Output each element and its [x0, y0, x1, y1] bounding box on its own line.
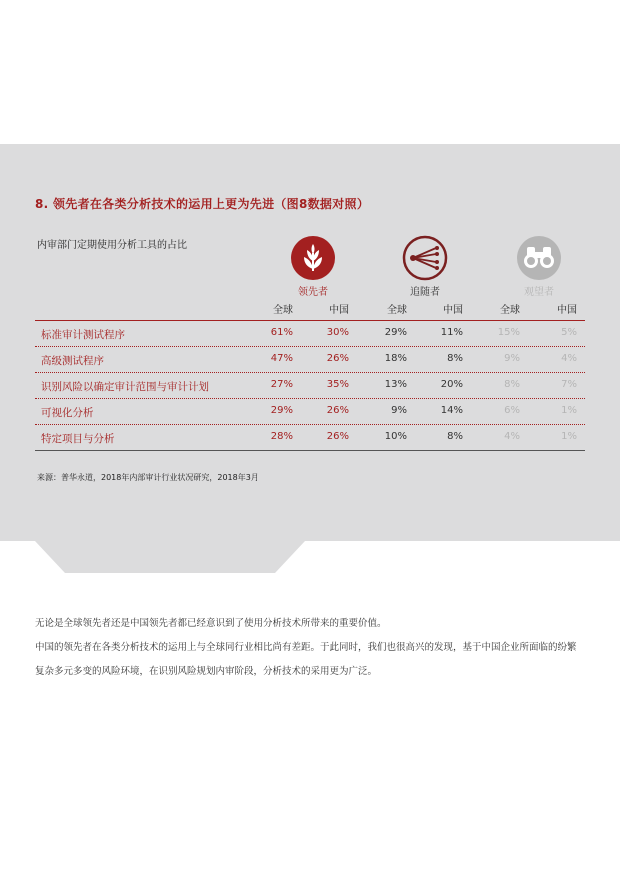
- group-label-leaders: 领先者: [298, 287, 328, 298]
- panel-notch-shape: [0, 541, 620, 573]
- row-label: 识别风险以确定审计范围与审计计划: [41, 381, 209, 393]
- col-head-observers-china: 中国: [557, 305, 577, 316]
- value-cell: 35%: [326, 379, 349, 390]
- col-head-leaders-global: 全球: [273, 305, 293, 316]
- wheat-icon: [290, 235, 336, 281]
- value-cell: 4%: [561, 353, 577, 364]
- value-cell: 9%: [504, 353, 520, 364]
- group-label-observers: 观望者: [524, 287, 554, 298]
- value-cell: 28%: [270, 431, 293, 442]
- col-head-followers-global: 全球: [387, 305, 407, 316]
- value-cell: 5%: [561, 327, 577, 338]
- value-cell: 26%: [326, 353, 349, 364]
- col-head-followers-china: 中国: [443, 305, 463, 316]
- row-label: 高级测试程序: [41, 355, 104, 367]
- value-cell: 20%: [440, 379, 463, 390]
- chart-subtitle: 内审部门定期使用分析工具的占比: [37, 240, 187, 251]
- value-cell: 1%: [561, 431, 577, 442]
- value-cell: 8%: [447, 353, 463, 364]
- value-cell: 14%: [440, 405, 463, 416]
- row-label: 标准审计测试程序: [41, 329, 125, 341]
- value-cell: 11%: [440, 327, 463, 338]
- value-cell: 10%: [384, 431, 407, 442]
- value-cell: 30%: [326, 327, 349, 338]
- value-cell: 27%: [270, 379, 293, 390]
- body-paragraph: 无论是全球领先者还是中国领先者都已经意识到了使用分析技术所带来的重要价值。: [35, 618, 387, 629]
- value-cell: 26%: [326, 431, 349, 442]
- table-row: [35, 347, 585, 373]
- group-label-followers: 追随者: [410, 287, 440, 298]
- value-cell: 4%: [504, 431, 520, 442]
- col-head-observers-global: 全球: [500, 305, 520, 316]
- value-cell: 6%: [504, 405, 520, 416]
- section-title: 8. 领先者在各类分析技术的运用上更为先进（图8数据对照）: [35, 197, 370, 211]
- value-cell: 7%: [561, 379, 577, 390]
- table-row: [35, 321, 585, 347]
- binoculars-icon: [516, 235, 562, 281]
- value-cell: 29%: [270, 405, 293, 416]
- value-cell: 61%: [270, 327, 293, 338]
- value-cell: 8%: [447, 431, 463, 442]
- data-table: [35, 320, 585, 451]
- value-cell: 1%: [561, 405, 577, 416]
- value-cell: 15%: [497, 327, 520, 338]
- table-row: [35, 399, 585, 425]
- value-cell: 9%: [391, 405, 407, 416]
- value-cell: 8%: [504, 379, 520, 390]
- value-cell: 29%: [384, 327, 407, 338]
- table-row: [35, 425, 585, 451]
- value-cell: 13%: [384, 379, 407, 390]
- value-cell: 47%: [270, 353, 293, 364]
- value-cell: 18%: [384, 353, 407, 364]
- row-label: 特定项目与分析: [41, 433, 115, 445]
- col-head-leaders-china: 中国: [329, 305, 349, 316]
- network-arrows-icon: [402, 235, 448, 281]
- row-label: 可视化分析: [41, 407, 94, 419]
- body-paragraph: 中国的领先者在各类分析技术的运用上与全球同行业相比尚有差距。于此同时，我们也很高兴的发现，基于中国企业所面临的纷繁复杂多元多变的风险环境，在识别风险规划内审阶段，分析技术的采用更为广泛。: [35, 642, 577, 677]
- source-note: 来源：普华永道，2018年内部审计行业状况研究，2018年3月: [37, 473, 259, 482]
- table-row: [35, 373, 585, 399]
- value-cell: 26%: [326, 405, 349, 416]
